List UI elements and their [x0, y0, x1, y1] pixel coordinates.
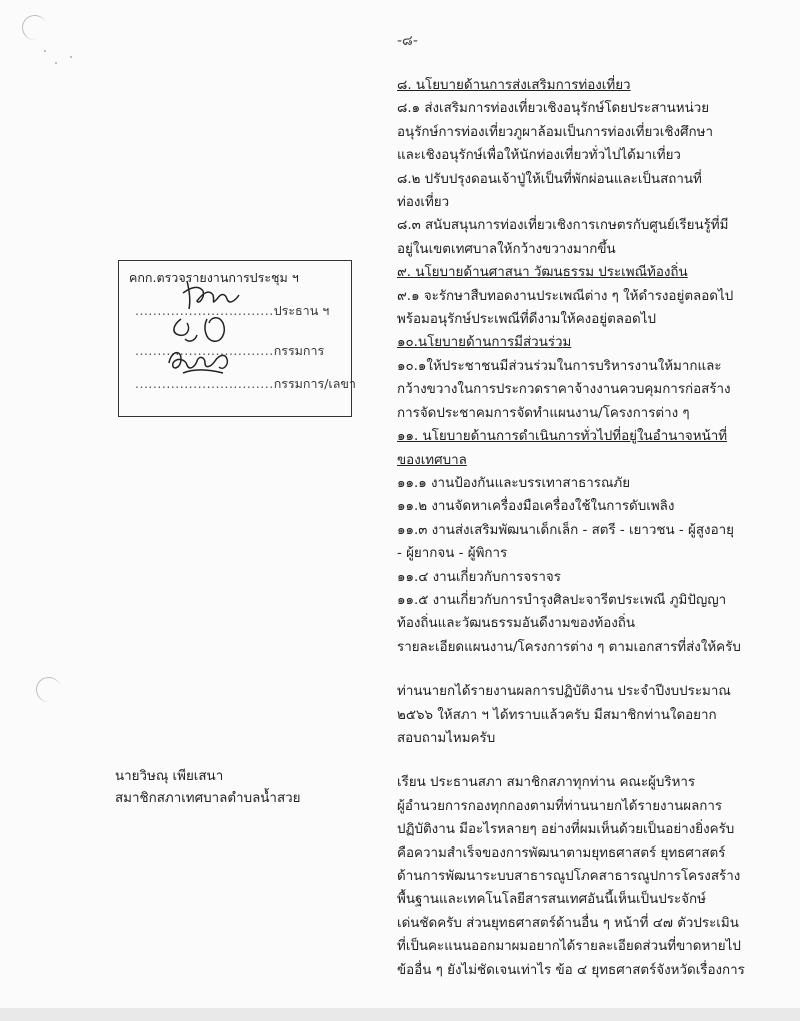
text-line: ๑๑.๕ งานเกี่ยวกับการบำรุงศิลปะจารีตประเพณี ภูมิปัญญา — [397, 592, 727, 608]
text-line: ๑๑.๒ งานจัดหาเครื่องมือเครื่องใช้ในการดับเพลิง — [397, 499, 675, 515]
section-heading: ของเทศบาล — [397, 452, 467, 468]
text-line: ๑๐.๑ให้ประชาชนมีส่วนร่วมในการบริหารงานให้มากและ — [397, 358, 722, 374]
text-line: ๘.๑ ส่งเสริมการท่องเที่ยวเชิงอนุรักษ์โดยประสานหน่วย — [397, 101, 710, 117]
section-heading: ๑๑. นโยบายด้านการดำเนินการทั่วไปที่อยู่ในอำนาจหน้าที่ — [397, 429, 728, 445]
text-line: สอบถามไหมครับ — [397, 730, 496, 746]
text-line: ๒๕๖๖ ให้สภา ฯ ได้ทราบแล้วครับ มีสมาชิกท่านใดอยาก — [397, 707, 717, 723]
text-line: ๑๑.๔ งานเกี่ยวกับการจราจร — [397, 569, 561, 585]
text-line: อยู่ในเขตเทศบาลให้กว้างขวางมากขึ้น — [397, 241, 616, 257]
text-line: ผู้อำนวยการกองทุกกองตามที่ท่านนายกได้รายงานผลการ — [397, 798, 723, 814]
scan-speck — [55, 62, 57, 64]
text-line: ท่านนายกได้รายงานผลการปฏิบัติงาน ประจำปีงบประมาณ — [397, 684, 731, 700]
punch-hole-top — [20, 13, 49, 42]
signature-secretary — [163, 343, 241, 379]
page-number: -๘- — [397, 33, 418, 49]
text-line: ๑๑.๓ งานส่งเสริมพัฒนาเด็กเล็ก - สตรี - เยาวชน - ผู้สูงอายุ — [397, 522, 734, 538]
text-line: ด้านการพัฒนาระบบสาธารณูปโภคสาธารณูปการโครงสร้าง — [397, 869, 741, 884]
stamp-title: คกก.ตรวจรายงานการประชุม ฯ — [129, 270, 299, 285]
text-line: และเชิงอนุรักษ์เพื่อให้นักท่องเที่ยวทั่วไปได้มาเที่ยว — [397, 148, 681, 164]
text-line: ๑๑.๑ งานป้องกันและบรรเทาสาธารณภัย — [397, 475, 631, 491]
text-line: กว้างขวางในการประกวดราคาจ้างงานควบคุมการก่อสร้าง — [397, 382, 731, 398]
stamp-row-secretary: ...............................กรรมการ/เลขา — [135, 376, 356, 391]
text-line: ๘.๒ ปรับปรุงดอนเจ้าปู่ให้เป็นที่พักผ่อนและเป็นสถานที่ — [397, 171, 702, 187]
speaker-name: นายวิษณุ เพียเสนา — [115, 769, 224, 784]
text-line: เรียน ประธานสภา สมาชิกสภาทุกท่าน คณะผู้บริหาร — [397, 775, 696, 791]
scan-speck — [70, 56, 72, 58]
text-line: การจัดประชาคมการจัดทำแผนงาน/โครงการต่าง ๆ — [397, 405, 690, 421]
page-bottom-edge — [0, 1008, 800, 1021]
text-line: ข้ออื่น ๆ ยังไม่ชัดเจนเท่าไร ข้อ ๔ ยุทธศาสตร์จังหวัดเรื่องการ — [397, 962, 745, 978]
scan-speck — [44, 50, 46, 52]
text-line: เด่นชัดครับ ส่วนยุทธศาสตร์ด้านอื่น ๆ หน้าที่ ๔๗ ตัวประเมิน — [397, 915, 739, 931]
stamp-row-member: ...............................กรรมการ — [135, 343, 325, 358]
stamp-row-chairman: ...............................ประธาน ฯ — [135, 303, 330, 318]
speaker-block — [115, 766, 301, 810]
signature-chairman — [179, 275, 249, 313]
text-line: ๘.๓ สนับสนุนการท่องเที่ยวเชิงการเกษตรกับศูนย์เรียนรู้ที่มี — [397, 218, 729, 234]
text-line: คือความสำเร็จของการพัฒนาตามยุทธศาสตร์ ยุทธศาสตร์ — [397, 845, 726, 861]
section-heading: ๙. นโยบายด้านศาสนา วัฒนธรรม ประเพณีท้องถิ่น — [397, 265, 688, 281]
punch-hole-bottom — [34, 675, 63, 704]
text-line: ท่องเที่ยว — [397, 195, 450, 211]
text-line: ท้องถิ่นและวัฒนธรรมอันดีงามของท้องถิ่น — [397, 616, 636, 632]
text-line: พร้อมอนุรักษ์ประเพณีที่ดีงามให้คงอยู่ตลอดไป — [397, 312, 656, 328]
text-line: - ผู้ยากจน - ผู้พิการ — [397, 546, 508, 562]
section-heading: ๘. นโยบายด้านการส่งเสริมการท่องเที่ยว — [397, 78, 631, 93]
text-line: พื้นฐานและเทคโนโลยีสารสนเทศอันนี้เห็นเป็นประจักษ์ — [397, 892, 706, 908]
speaker-title: สมาชิกสภาเทศบาลตำบลน้ำสวย — [115, 791, 301, 806]
section-heading: ๑๐.นโยบายด้านการมีส่วนร่วม — [397, 335, 572, 351]
text-line: ๙.๑ จะรักษาสืบทอดงานประเพณีต่าง ๆ ให้ดำรงอยู่ตลอดไป — [397, 288, 734, 304]
text-line: ที่เป็นคะแนนออกมาผมอยากได้รายละเอียดส่วนที่ขาดหายไป — [397, 939, 741, 955]
paragraph-gap — [397, 750, 769, 771]
paragraph-gap — [397, 659, 769, 680]
text-line: รายละเอียดแผนงาน/โครงการต่าง ๆ ตามเอกสารที่ส่งให้ครับ — [397, 639, 741, 655]
review-committee-stamp — [118, 260, 356, 417]
document-body — [397, 74, 769, 982]
text-line: อนุรักษ์การท่องเที่ยวภูผาล้อมเป็นการท่องเที่ยวเชิงศึกษา — [397, 124, 713, 140]
text-line: ปฏิบัติงาน มีอะไรหลายๆ อย่างที่ผมเห็นด้วยเป็นอย่างยิ่งครับ — [397, 822, 735, 838]
